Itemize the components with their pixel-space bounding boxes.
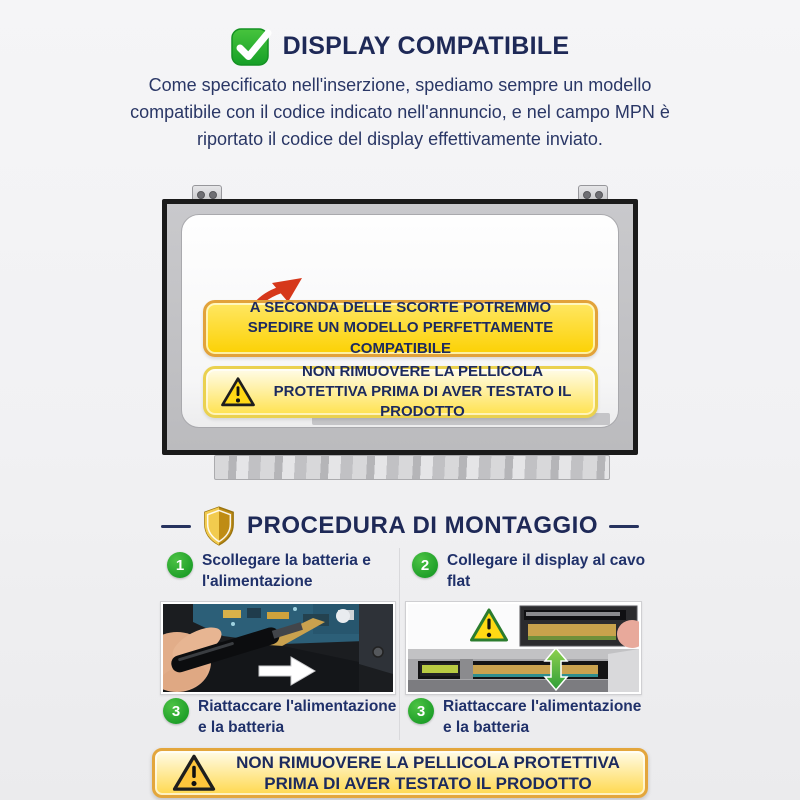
footer-warning-text: NON RIMUOVERE LA PELLICOLA PROTETTIVA PRIMA DI AVER TESTATO IL PRODOTTO [236, 752, 620, 793]
hinge-hole [209, 191, 217, 199]
step-number-badge: 3 [163, 698, 189, 724]
step-number-badge: 3 [408, 698, 434, 724]
intro-text: Come specificato nell'inserzione, spediamo sempre un modello compatibile con il codice indicato nell'annuncio, e nel campo MPN è riportato il codice del display effettivamente inviato. [130, 75, 670, 149]
divider-line-left [161, 525, 191, 528]
film-warning-box [203, 362, 598, 421]
footer-warning-banner [152, 748, 648, 798]
procedure-header [140, 506, 660, 546]
step-item-3-left [163, 697, 403, 739]
step-item-2 [412, 551, 652, 593]
shield-icon [202, 506, 236, 546]
step-item-3-right [408, 697, 648, 739]
step-item-1 [167, 551, 407, 593]
disconnect-battery-photo [160, 601, 396, 695]
laptop-display-figure [162, 185, 638, 480]
stock-note-text: A SECONDA DELLE SCORTE POTREMMO SPEDIRE UN MODELLO PERFETTAMENTE COMPATIBILE [247, 299, 554, 357]
divider-line-right [609, 525, 639, 528]
procedure-title: PROCEDURA DI MONTAGGIO [247, 512, 598, 539]
hinge-hole [595, 191, 603, 199]
warning-triangle-icon [220, 376, 256, 408]
foil-strip [214, 455, 610, 480]
step-number-badge: 1 [167, 552, 193, 578]
header [0, 26, 800, 66]
hinge-hole [197, 191, 205, 199]
step-text: Scollegare la batteria e l'alimentazione [202, 552, 371, 590]
stock-note-box [203, 300, 598, 357]
step-text: Collegare il display al cavo flat [447, 552, 646, 590]
connect-flat-cable-photo [405, 601, 642, 695]
step-number-badge: 2 [412, 552, 438, 578]
step-text: Riattaccare l'alimentazione e la batteria [443, 698, 642, 736]
check-icon [231, 26, 271, 66]
page-title: DISPLAY COMPATIBILE [282, 31, 570, 60]
warning-triangle-icon [171, 753, 217, 793]
step-text: Riattaccare l'alimentazione e la batteria [198, 698, 397, 736]
film-warning-text: NON RIMUOVERE LA PELLICOLA PROTETTIVA PRIMA DI AVER TESTATO IL PRODOTTO [273, 362, 572, 421]
hinge-hole [583, 191, 591, 199]
